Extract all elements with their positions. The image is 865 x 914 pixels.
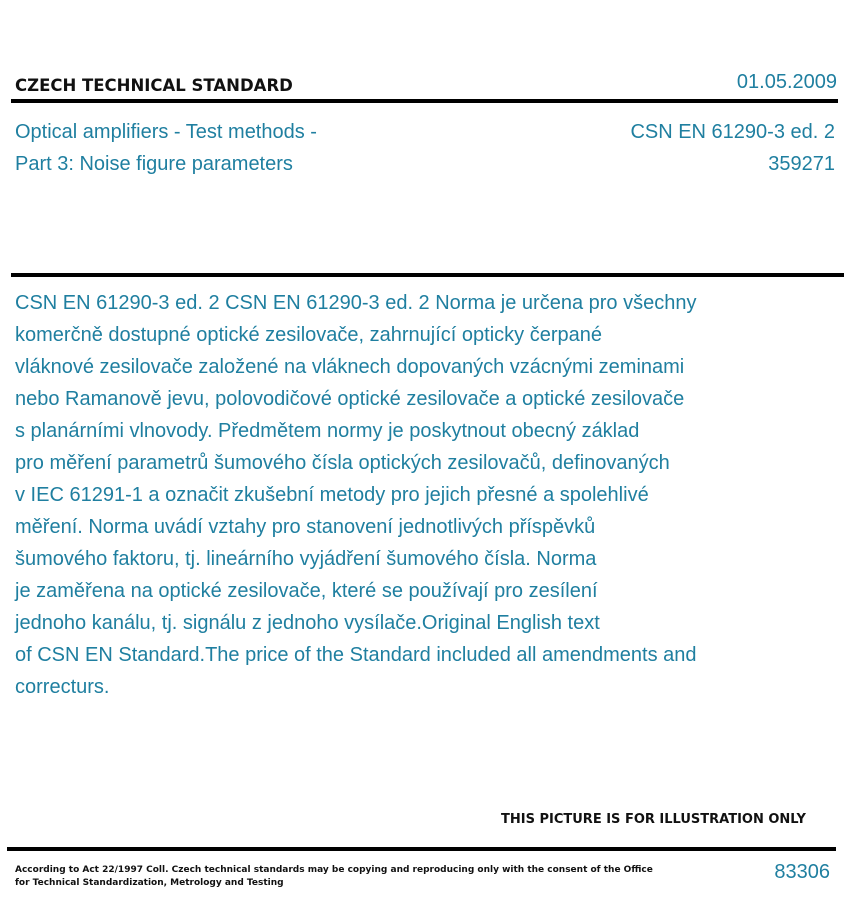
catalog-number: 359271 <box>768 153 835 175</box>
standard-label: CZECH TECHNICAL STANDARD <box>15 76 293 95</box>
title-line-1: Optical amplifiers - Test methods - <box>15 121 317 143</box>
footer-number: 83306 <box>774 861 830 883</box>
legal-notice-line-1: According to Act 22/1997 Coll. Czech technical standards may be copying and reproducing only with the consent of the Office <box>15 865 653 875</box>
abstract-line: s planárními vlnovody. Předmětem normy je poskytnout obecný základ <box>15 420 640 442</box>
abstract-line: pro měření parametrů šumového čísla optických zesilovačů, definovaných <box>15 452 670 474</box>
abstract-line: v IEC 61291-1 a označit zkušební metody pro jejich přesné a spolehlivé <box>15 484 649 506</box>
abstract-line: CSN EN 61290-3 ed. 2 CSN EN 61290-3 ed. 2 Norma je určena pro všechny <box>15 292 697 314</box>
abstract-line: of CSN EN Standard.The price of the Standard included all amendments and <box>15 644 697 666</box>
legal-notice <box>15 864 653 890</box>
footer-divider <box>7 847 836 851</box>
abstract-line: komerčně dostupné optické zesilovače, zahrnující opticky čerpané <box>15 324 602 346</box>
illustration-note: THIS PICTURE IS FOR ILLUSTRATION ONLY <box>501 812 806 827</box>
abstract-line: correcturs. <box>15 676 110 698</box>
legal-notice-line-2: for Technical Standardization, Metrology and Testing <box>15 878 284 888</box>
abstract-line: jednoho kanálu, tj. signálu z jednoho vysílače.Original English text <box>15 612 600 634</box>
abstract-line: měření. Norma uvádí vztahy pro stanovení jednotlivých příspěvků <box>15 516 596 538</box>
abstract-line: nebo Ramanově jevu, polovodičové optické zesilovače a optické zesilovače <box>15 388 685 410</box>
document-title <box>15 116 317 180</box>
document-meta <box>630 116 835 180</box>
abstract-line: vláknové zesilovače založené na vláknech dopovaných vzácnými zeminami <box>15 356 685 378</box>
header-divider <box>11 99 838 103</box>
abstract-text <box>15 287 815 703</box>
title-divider <box>11 273 844 277</box>
title-line-2: Part 3: Noise figure parameters <box>15 153 293 175</box>
abstract-line: je zaměřena na optické zesilovače, které se používají pro zesílení <box>15 580 598 602</box>
publication-date: 01.05.2009 <box>736 71 837 93</box>
standard-designation: CSN EN 61290-3 ed. 2 <box>630 121 835 143</box>
abstract-line: šumového faktoru, tj. lineárního vyjádření šumového čísla. Norma <box>15 548 597 570</box>
